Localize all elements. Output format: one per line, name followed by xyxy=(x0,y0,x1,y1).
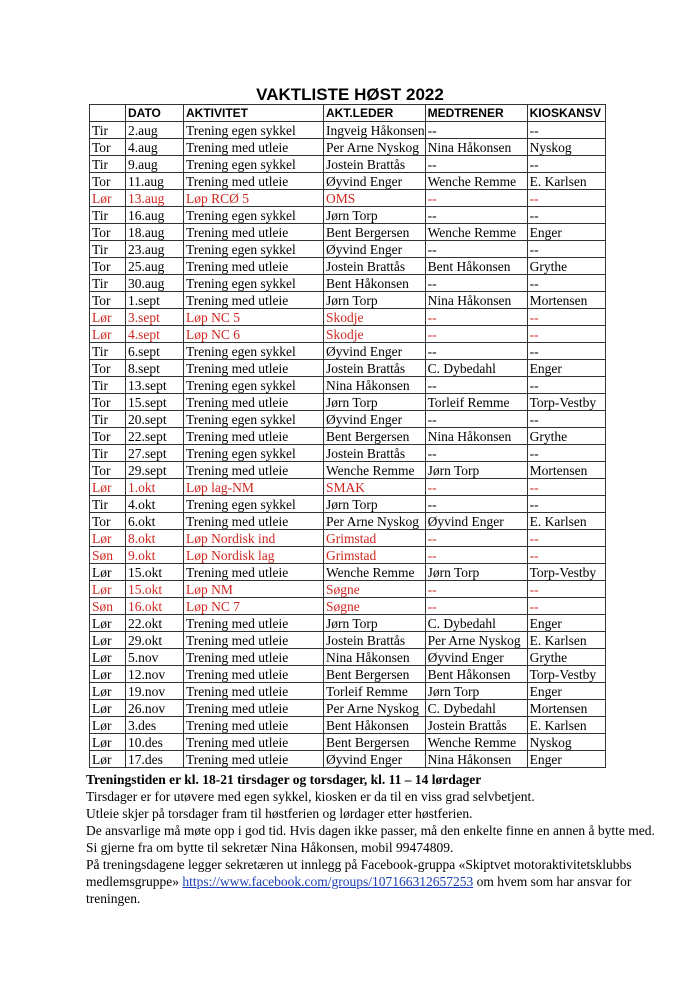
cell-activity: Løp Nordisk lag xyxy=(184,547,324,564)
cell-cotrainer: Per Arne Nyskog xyxy=(425,632,527,649)
cell-cotrainer: -- xyxy=(425,445,527,462)
table-row xyxy=(90,615,606,632)
cell-kiosk: E. Karlsen xyxy=(527,632,605,649)
table-row xyxy=(90,547,606,564)
cell-activity: Løp NM xyxy=(184,581,324,598)
table-row xyxy=(90,496,606,513)
cell-day: Lør xyxy=(90,326,126,343)
cell-cotrainer: Wenche Remme xyxy=(425,734,527,751)
cell-leader: SMAK xyxy=(324,479,426,496)
cell-cotrainer: Bent Håkonsen xyxy=(425,258,527,275)
table-row xyxy=(90,241,606,258)
cell-leader: Nina Håkonsen xyxy=(324,649,426,666)
cell-activity: Trening egen sykkel xyxy=(184,496,324,513)
cell-leader: Jostein Brattås xyxy=(324,156,426,173)
cell-kiosk: -- xyxy=(527,377,605,394)
cell-date: 16.aug xyxy=(126,207,184,224)
table-row xyxy=(90,700,606,717)
header-leader: AKT.LEDER xyxy=(324,105,426,122)
cell-leader: Øyvind Enger xyxy=(324,241,426,258)
cell-day: Lør xyxy=(90,632,126,649)
cell-activity: Trening med utleie xyxy=(184,360,324,377)
cell-day: Tir xyxy=(90,496,126,513)
cell-kiosk: -- xyxy=(527,581,605,598)
cell-leader: Øyvind Enger xyxy=(324,751,426,768)
cell-kiosk: Grythe xyxy=(527,258,605,275)
cell-cotrainer: Wenche Remme xyxy=(425,173,527,190)
cell-day: Søn xyxy=(90,598,126,615)
cell-cotrainer: -- xyxy=(425,496,527,513)
cell-leader: Jørn Torp xyxy=(324,496,426,513)
cell-day: Lør xyxy=(90,479,126,496)
cell-date: 15.okt xyxy=(126,564,184,581)
cell-cotrainer: Jørn Torp xyxy=(425,683,527,700)
cell-cotrainer: -- xyxy=(425,190,527,207)
cell-date: 16.okt xyxy=(126,598,184,615)
cell-leader: Ingveig Håkonsen xyxy=(324,122,426,139)
cell-day: Tir xyxy=(90,207,126,224)
cell-cotrainer: -- xyxy=(425,326,527,343)
table-body xyxy=(90,122,606,768)
cell-activity: Trening egen sykkel xyxy=(184,275,324,292)
cell-activity: Løp NC 6 xyxy=(184,326,324,343)
cell-date: 23.aug xyxy=(126,241,184,258)
cell-cotrainer: -- xyxy=(425,598,527,615)
cell-date: 8.okt xyxy=(126,530,184,547)
cell-cotrainer: -- xyxy=(425,122,527,139)
cell-day: Lør xyxy=(90,190,126,207)
cell-cotrainer: -- xyxy=(425,343,527,360)
cell-cotrainer: -- xyxy=(425,377,527,394)
cell-cotrainer: -- xyxy=(425,479,527,496)
cell-day: Lør xyxy=(90,615,126,632)
cell-activity: Trening egen sykkel xyxy=(184,411,324,428)
cell-cotrainer: Wenche Remme xyxy=(425,224,527,241)
cell-leader: Skodje xyxy=(324,309,426,326)
cell-kiosk: -- xyxy=(527,309,605,326)
cell-date: 29.okt xyxy=(126,632,184,649)
cell-day: Lør xyxy=(90,309,126,326)
cell-cotrainer: Torleif Remme xyxy=(425,394,527,411)
cell-activity: Trening med utleie xyxy=(184,564,324,581)
table-row xyxy=(90,479,606,496)
table-row xyxy=(90,649,606,666)
cell-activity: Trening med utleie xyxy=(184,428,324,445)
cell-activity: Løp NC 5 xyxy=(184,309,324,326)
cell-date: 18.aug xyxy=(126,224,184,241)
cell-activity: Trening med utleie xyxy=(184,734,324,751)
cell-kiosk: -- xyxy=(527,326,605,343)
table-row xyxy=(90,326,606,343)
table-row xyxy=(90,462,606,479)
cell-activity: Trening med utleie xyxy=(184,717,324,734)
cell-activity: Trening med utleie xyxy=(184,292,324,309)
cell-date: 12.nov xyxy=(126,666,184,683)
cell-kiosk: Nyskog xyxy=(527,139,605,156)
cell-cotrainer: Jørn Torp xyxy=(425,462,527,479)
table-row xyxy=(90,683,606,700)
cell-activity: Trening med utleie xyxy=(184,751,324,768)
cell-kiosk: -- xyxy=(527,547,605,564)
cell-activity: Trening egen sykkel xyxy=(184,122,324,139)
cell-kiosk: -- xyxy=(527,207,605,224)
cell-activity: Trening med utleie xyxy=(184,700,324,717)
cell-cotrainer: -- xyxy=(425,309,527,326)
header-cotrainer: MEDTRENER xyxy=(425,105,527,122)
cell-date: 30.aug xyxy=(126,275,184,292)
table-header-row xyxy=(90,105,606,122)
table-row xyxy=(90,751,606,768)
table-row xyxy=(90,564,606,581)
cell-leader: Øyvind Enger xyxy=(324,411,426,428)
cell-leader: Bent Bergersen xyxy=(324,734,426,751)
cell-leader: Nina Håkonsen xyxy=(324,377,426,394)
cell-kiosk: -- xyxy=(527,479,605,496)
cell-leader: Jostein Brattås xyxy=(324,445,426,462)
cell-leader: Skodje xyxy=(324,326,426,343)
cell-day: Tor xyxy=(90,513,126,530)
cell-activity: Trening med utleie xyxy=(184,666,324,683)
cell-cotrainer: Øyvind Enger xyxy=(425,649,527,666)
cell-activity: Trening egen sykkel xyxy=(184,343,324,360)
cell-day: Lør xyxy=(90,581,126,598)
cell-kiosk: -- xyxy=(527,496,605,513)
table-row xyxy=(90,428,606,445)
table-row xyxy=(90,394,606,411)
note-facebook-end: om hvem som har ansvar for treningen. xyxy=(86,874,632,906)
cell-day: Tor xyxy=(90,292,126,309)
cell-kiosk: -- xyxy=(527,530,605,547)
cell-day: Tir xyxy=(90,241,126,258)
cell-kiosk: Mortensen xyxy=(527,462,605,479)
cell-kiosk: Torp-Vestby xyxy=(527,564,605,581)
cell-cotrainer: Øyvind Enger xyxy=(425,513,527,530)
cell-leader: Torleif Remme xyxy=(324,683,426,700)
cell-kiosk: -- xyxy=(527,122,605,139)
header-day xyxy=(90,105,126,122)
cell-kiosk: Enger xyxy=(527,615,605,632)
cell-cotrainer: C. Dybedahl xyxy=(425,615,527,632)
table-row xyxy=(90,666,606,683)
table-row xyxy=(90,258,606,275)
cell-day: Tir xyxy=(90,377,126,394)
cell-kiosk: -- xyxy=(527,343,605,360)
cell-kiosk: Grythe xyxy=(527,649,605,666)
table-row xyxy=(90,734,606,751)
cell-leader: Wenche Remme xyxy=(324,564,426,581)
cell-date: 4.aug xyxy=(126,139,184,156)
table-row xyxy=(90,513,606,530)
cell-date: 26.nov xyxy=(126,700,184,717)
cell-day: Tir xyxy=(90,411,126,428)
cell-day: Tor xyxy=(90,360,126,377)
cell-kiosk: Torp-Vestby xyxy=(527,394,605,411)
cell-kiosk: Nyskog xyxy=(527,734,605,751)
cell-date: 9.okt xyxy=(126,547,184,564)
table-row xyxy=(90,632,606,649)
cell-activity: Trening med utleie xyxy=(184,224,324,241)
table-row xyxy=(90,275,606,292)
cell-date: 27.sept xyxy=(126,445,184,462)
cell-cotrainer: -- xyxy=(425,581,527,598)
cell-kiosk: -- xyxy=(527,190,605,207)
table-row xyxy=(90,156,606,173)
table-row xyxy=(90,411,606,428)
cell-cotrainer: -- xyxy=(425,530,527,547)
cell-date: 8.sept xyxy=(126,360,184,377)
cell-kiosk: -- xyxy=(527,275,605,292)
cell-leader: Øyvind Enger xyxy=(324,343,426,360)
cell-leader: Søgne xyxy=(324,598,426,615)
cell-activity: Trening med utleie xyxy=(184,683,324,700)
cell-day: Søn xyxy=(90,547,126,564)
cell-kiosk: Mortensen xyxy=(527,292,605,309)
cell-day: Tor xyxy=(90,173,126,190)
cell-cotrainer: -- xyxy=(425,411,527,428)
table-row xyxy=(90,581,606,598)
cell-date: 1.sept xyxy=(126,292,184,309)
table-row xyxy=(90,309,606,326)
cell-activity: Løp RCØ 5 xyxy=(184,190,324,207)
cell-cotrainer: -- xyxy=(425,241,527,258)
cell-activity: Trening med utleie xyxy=(184,394,324,411)
cell-cotrainer: -- xyxy=(425,547,527,564)
cell-activity: Trening med utleie xyxy=(184,615,324,632)
cell-activity: Trening egen sykkel xyxy=(184,377,324,394)
cell-leader: Per Arne Nyskog xyxy=(324,700,426,717)
cell-leader: Grimstad xyxy=(324,547,426,564)
cell-activity: Trening egen sykkel xyxy=(184,241,324,258)
cell-cotrainer: Nina Håkonsen xyxy=(425,751,527,768)
cell-cotrainer: Nina Håkonsen xyxy=(425,428,527,445)
cell-day: Lør xyxy=(90,683,126,700)
cell-date: 15.sept xyxy=(126,394,184,411)
cell-activity: Trening med utleie xyxy=(184,513,324,530)
cell-date: 4.okt xyxy=(126,496,184,513)
cell-leader: Jørn Torp xyxy=(324,207,426,224)
cell-cotrainer: -- xyxy=(425,156,527,173)
cell-leader: Jørn Torp xyxy=(324,394,426,411)
table-row xyxy=(90,292,606,309)
cell-activity: Løp Nordisk ind xyxy=(184,530,324,547)
header-kiosk: KIOSKANSV xyxy=(527,105,605,122)
cell-kiosk: -- xyxy=(527,411,605,428)
cell-day: Tir xyxy=(90,156,126,173)
cell-date: 3.des xyxy=(126,717,184,734)
cell-kiosk: Enger xyxy=(527,683,605,700)
cell-date: 1.okt xyxy=(126,479,184,496)
table-row xyxy=(90,598,606,615)
cell-day: Tir xyxy=(90,275,126,292)
cell-date: 9.aug xyxy=(126,156,184,173)
cell-date: 13.aug xyxy=(126,190,184,207)
cell-cotrainer: Nina Håkonsen xyxy=(425,292,527,309)
cell-leader: Per Arne Nyskog xyxy=(324,139,426,156)
cell-day: Tir xyxy=(90,445,126,462)
cell-date: 4.sept xyxy=(126,326,184,343)
cell-day: Tor xyxy=(90,258,126,275)
cell-day: Tor xyxy=(90,428,126,445)
cell-leader: Jostein Brattås xyxy=(324,258,426,275)
cell-day: Lør xyxy=(90,700,126,717)
cell-kiosk: Enger xyxy=(527,224,605,241)
cell-date: 19.nov xyxy=(126,683,184,700)
cell-cotrainer: -- xyxy=(425,275,527,292)
cell-cotrainer: -- xyxy=(425,207,527,224)
cell-cotrainer: C. Dybedahl xyxy=(425,700,527,717)
cell-leader: Bent Håkonsen xyxy=(324,717,426,734)
cell-leader: Grimstad xyxy=(324,530,426,547)
cell-day: Lør xyxy=(90,564,126,581)
cell-kiosk: -- xyxy=(527,598,605,615)
cell-date: 5.nov xyxy=(126,649,184,666)
duty-roster-table xyxy=(89,104,606,768)
cell-kiosk: E. Karlsen xyxy=(527,173,605,190)
cell-activity: Trening med utleie xyxy=(184,462,324,479)
cell-activity: Trening med utleie xyxy=(184,649,324,666)
table-row xyxy=(90,139,606,156)
cell-day: Tor xyxy=(90,394,126,411)
cell-leader: Bent Håkonsen xyxy=(324,275,426,292)
cell-leader: Bent Bergersen xyxy=(324,666,426,683)
cell-cotrainer: Bent Håkonsen xyxy=(425,666,527,683)
cell-activity: Trening egen sykkel xyxy=(184,207,324,224)
cell-activity: Trening med utleie xyxy=(184,258,324,275)
cell-date: 13.sept xyxy=(126,377,184,394)
note-facebook-text: På treningsdagene legger sekretæren ut innlegg på Facebook-gruppa «Skiptvet motoraktivitetsklubbs medlemsgruppe» xyxy=(86,857,632,889)
cell-activity: Trening egen sykkel xyxy=(184,156,324,173)
cell-kiosk: -- xyxy=(527,241,605,258)
cell-date: 15.okt xyxy=(126,581,184,598)
cell-activity: Løp NC 7 xyxy=(184,598,324,615)
table-row xyxy=(90,530,606,547)
page-title: VAKTLISTE HØST 2022 xyxy=(256,85,444,104)
cell-cotrainer: Jostein Brattås xyxy=(425,717,527,734)
cell-leader: Bent Bergersen xyxy=(324,224,426,241)
notes-section xyxy=(86,771,666,907)
cell-date: 22.sept xyxy=(126,428,184,445)
header-date: DATO xyxy=(126,105,184,122)
cell-date: 11.aug xyxy=(126,173,184,190)
cell-date: 6.okt xyxy=(126,513,184,530)
cell-date: 25.aug xyxy=(126,258,184,275)
cell-day: Tor xyxy=(90,139,126,156)
cell-day: Lør xyxy=(90,649,126,666)
cell-leader: Jørn Torp xyxy=(324,615,426,632)
cell-activity: Trening med utleie xyxy=(184,139,324,156)
table-row xyxy=(90,122,606,139)
cell-leader: Jostein Brattås xyxy=(324,360,426,377)
table-row xyxy=(90,224,606,241)
cell-kiosk: E. Karlsen xyxy=(527,513,605,530)
cell-date: 6.sept xyxy=(126,343,184,360)
cell-day: Lør xyxy=(90,734,126,751)
cell-day: Lør xyxy=(90,666,126,683)
cell-date: 2.aug xyxy=(126,122,184,139)
cell-activity: Trening med utleie xyxy=(184,173,324,190)
table-row xyxy=(90,173,606,190)
cell-kiosk: Enger xyxy=(527,751,605,768)
cell-day: Tir xyxy=(90,122,126,139)
cell-date: 29.sept xyxy=(126,462,184,479)
facebook-group-link[interactable]: https://www.facebook.com/groups/107166312657253 xyxy=(182,874,474,889)
cell-activity: Trening med utleie xyxy=(184,632,324,649)
note-tuesdays: Tirsdager er for utøvere med egen sykkel, kiosken er da til en viss grad selvbetjent. xyxy=(86,789,535,804)
table-row xyxy=(90,717,606,734)
cell-leader: Wenche Remme xyxy=(324,462,426,479)
cell-cotrainer: Nina Håkonsen xyxy=(425,139,527,156)
cell-leader: Øyvind Enger xyxy=(324,173,426,190)
cell-kiosk: Mortensen xyxy=(527,700,605,717)
cell-date: 22.okt xyxy=(126,615,184,632)
cell-day: Lør xyxy=(90,717,126,734)
table-row xyxy=(90,343,606,360)
cell-kiosk: Torp-Vestby xyxy=(527,666,605,683)
cell-leader: OMS xyxy=(324,190,426,207)
note-facebook xyxy=(86,856,666,907)
table-row xyxy=(90,360,606,377)
training-hours-heading: Treningstiden er kl. 18-21 tirsdager og torsdager, kl. 11 – 14 lørdager xyxy=(86,772,482,787)
cell-day: Lør xyxy=(90,751,126,768)
table-row xyxy=(90,190,606,207)
cell-kiosk: -- xyxy=(527,445,605,462)
cell-leader: Per Arne Nyskog xyxy=(324,513,426,530)
cell-day: Lør xyxy=(90,530,126,547)
note-rental: Utleie skjer på torsdager fram til høstferien og lørdager etter høstferien. xyxy=(86,806,473,821)
cell-kiosk: Enger xyxy=(527,360,605,377)
cell-day: Tor xyxy=(90,224,126,241)
cell-leader: Bent Bergersen xyxy=(324,428,426,445)
table-row xyxy=(90,445,606,462)
cell-kiosk: Grythe xyxy=(527,428,605,445)
cell-activity: Løp lag-NM xyxy=(184,479,324,496)
table-row xyxy=(90,377,606,394)
cell-date: 10.des xyxy=(126,734,184,751)
cell-activity: Trening egen sykkel xyxy=(184,445,324,462)
cell-date: 17.des xyxy=(126,751,184,768)
cell-kiosk: E. Karlsen xyxy=(527,717,605,734)
cell-cotrainer: Jørn Torp xyxy=(425,564,527,581)
cell-kiosk: -- xyxy=(527,156,605,173)
cell-day: Tor xyxy=(90,462,126,479)
cell-leader: Jørn Torp xyxy=(324,292,426,309)
cell-leader: Søgne xyxy=(324,581,426,598)
cell-date: 20.sept xyxy=(126,411,184,428)
header-activity: AKTIVITET xyxy=(184,105,324,122)
cell-cotrainer: C. Dybedahl xyxy=(425,360,527,377)
cell-date: 3.sept xyxy=(126,309,184,326)
table-row xyxy=(90,207,606,224)
cell-leader: Jostein Brattås xyxy=(324,632,426,649)
note-responsibility: De ansvarlige må møte opp i god tid. Hvis dagen ikke passer, må den enkelte finne en annen å bytte med. Si gjerne fra om bytte til sekretær Nina Håkonsen, mobil 99474809. xyxy=(86,823,655,855)
cell-day: Tir xyxy=(90,343,126,360)
